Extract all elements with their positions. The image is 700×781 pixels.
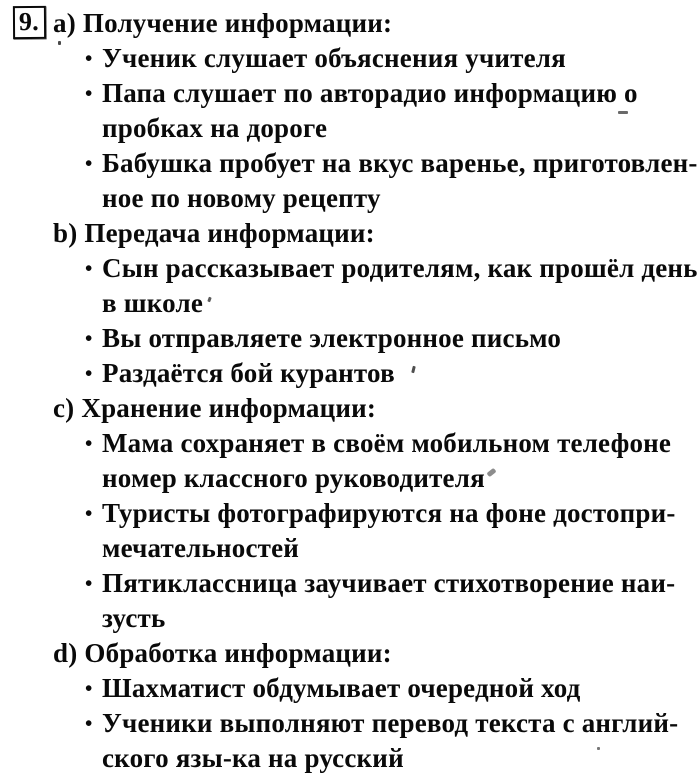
section-header xyxy=(0,216,700,251)
bullet-line: номер классного руководителя xyxy=(102,463,485,493)
bullet-line: Шахматист обдумывает очередной ход xyxy=(102,673,581,703)
bullet-icon: • xyxy=(85,256,93,280)
bullet-line: ского язы-ка на русский xyxy=(102,743,404,773)
section-header xyxy=(0,6,700,41)
list-item xyxy=(0,426,700,496)
bullet-line: Туристы фотографируются на фоне достопри- xyxy=(102,498,676,528)
bullet-line: Ученик слушает объяснения учителя xyxy=(102,43,566,73)
bullet-icon: • xyxy=(85,151,93,175)
bullet-line: Мама сохраняет в своём мобильном телефоне xyxy=(102,428,672,458)
bullet-line: Папа слушает по авторадио информацию о xyxy=(102,78,638,108)
bullet-icon: • xyxy=(85,676,93,700)
bullet-icon: • xyxy=(85,46,93,70)
bullet-line: в школе xyxy=(102,288,204,318)
list-item xyxy=(0,41,700,76)
bullet-line: Пятиклассница заучивает стихотворение наи- xyxy=(102,568,676,598)
bullet-line: Бабушка пробует на вкус варенье, приготовлен- xyxy=(102,148,698,178)
scan-artifact xyxy=(58,41,61,45)
list-item xyxy=(0,706,700,776)
section-title: Получение информации: xyxy=(82,8,393,38)
section-title: Передача информации: xyxy=(84,218,375,248)
task-number: 9. xyxy=(18,6,40,37)
section-a xyxy=(0,6,700,216)
bullet-line: ное по новому рецепту xyxy=(102,183,381,213)
section-letter: d) xyxy=(53,638,78,668)
bullet-line: пробках на дороге xyxy=(102,113,328,143)
bullet-icon: • xyxy=(85,431,93,455)
section-letter: c) xyxy=(53,393,75,423)
bullet-icon: • xyxy=(85,361,93,385)
section-header xyxy=(0,391,700,426)
scan-artifact xyxy=(618,111,628,114)
bullet-icon: • xyxy=(85,501,93,525)
bullet-icon: • xyxy=(85,326,93,350)
bullet-icon: • xyxy=(85,571,93,595)
list-item xyxy=(0,321,700,356)
list-item xyxy=(0,251,700,321)
bullet-icon: • xyxy=(85,81,93,105)
list-item xyxy=(0,496,700,566)
section-letter: a) xyxy=(53,8,76,38)
bullet-line: Раздаётся бой курантов xyxy=(102,358,395,388)
section-d xyxy=(0,636,700,776)
bullet-line: Сын рассказывает родителям, как прошёл день xyxy=(102,253,698,283)
list-item xyxy=(0,146,700,216)
bullet-line: зусть xyxy=(102,603,166,633)
bullet-line: Ученики выполняют перевод текста с англий- xyxy=(102,708,679,738)
bullet-line: мечательностей xyxy=(102,533,300,563)
bullet-line: Вы отправляете электронное письмо xyxy=(102,323,562,353)
list-item xyxy=(0,76,700,146)
section-letter: b) xyxy=(53,218,78,248)
list-item xyxy=(0,671,700,706)
section-title: Обработка информации: xyxy=(84,638,392,668)
task-number-box xyxy=(13,6,46,39)
scan-artifact xyxy=(597,747,600,750)
section-b xyxy=(0,216,700,391)
section-header xyxy=(0,636,700,671)
bullet-icon: • xyxy=(85,711,93,735)
section-title: Хранение информации: xyxy=(81,393,377,423)
section-c xyxy=(0,391,700,636)
list-item xyxy=(0,566,700,636)
list-item xyxy=(0,356,700,391)
